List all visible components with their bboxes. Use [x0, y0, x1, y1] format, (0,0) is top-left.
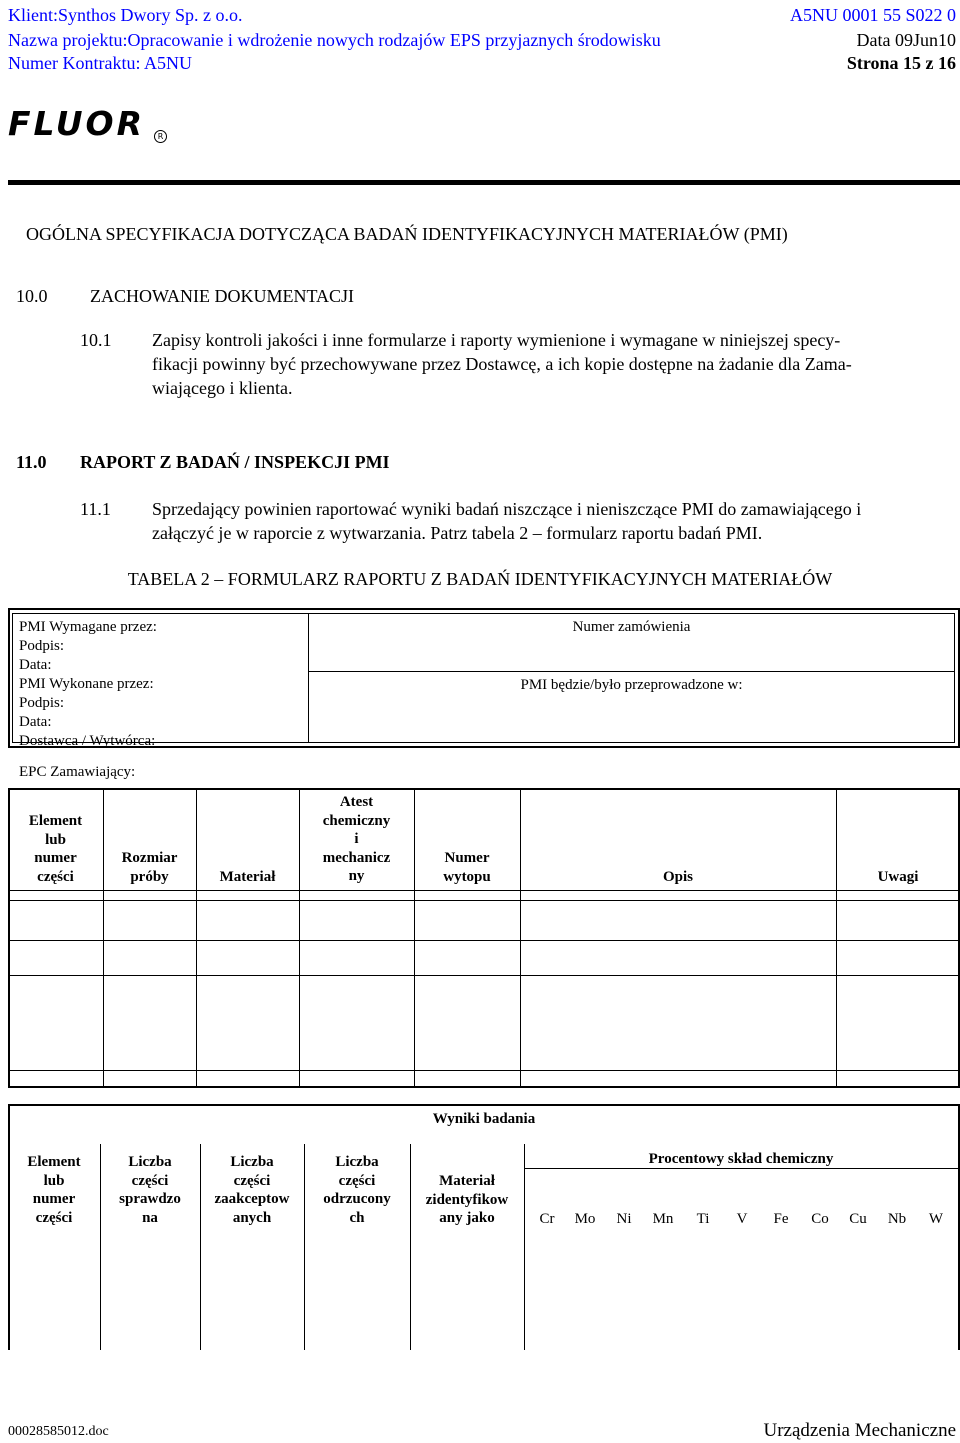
- text-line: fikacji powinny być przechowywane przez Dostawcę, a ich kopie dostępne na żadanie dla Zama-: [152, 354, 852, 374]
- form-label: Data:: [19, 657, 52, 673]
- section-11-heading: RAPORT Z BADAŃ / INSPEKCJI PMI: [80, 452, 390, 472]
- element-v: V: [736, 1211, 748, 1227]
- document-number: A5NU 0001 55 S022 0: [789, 5, 956, 25]
- col-header-heat-number: Numer wytopu: [443, 850, 491, 885]
- registered-mark-icon: R: [154, 130, 167, 143]
- section-11-number: 11.0: [16, 452, 47, 472]
- element-nb: Nb: [887, 1211, 907, 1227]
- item-10-1-text: [152, 328, 958, 400]
- col-divider: [836, 788, 837, 1088]
- col-divider: [414, 788, 415, 1088]
- results-title: Wyniki badania: [432, 1111, 536, 1127]
- page-number: Strona 15 z 16: [846, 53, 956, 73]
- item-10-1-number: 10.1: [80, 330, 112, 350]
- text-line: Sprzedający powinien raportować wyniki badań niszczące i nieniszczące PMI do zamawiającego i: [152, 499, 862, 519]
- element-cu: Cu: [849, 1211, 867, 1227]
- form-label: Podpis:: [19, 695, 65, 711]
- form-label: Podpis:: [19, 638, 65, 654]
- row-divider: [8, 900, 960, 901]
- header-divider: [8, 180, 960, 185]
- col-header-description: Opis: [662, 869, 693, 885]
- header-row-1: [8, 5, 960, 25]
- results-col-rejected: Liczba części odrzucony ch: [323, 1154, 391, 1226]
- row-divider: [8, 1070, 960, 1071]
- col-header-part-number: Element lub numer części: [28, 813, 83, 885]
- col-divider: [103, 788, 104, 1088]
- footer-file-name: 00028585012.doc: [8, 1424, 109, 1439]
- fluor-logo: FLUOR: [8, 104, 146, 143]
- results-col-checked: Liczba części sprawdzo na: [119, 1154, 181, 1226]
- element-cr: Cr: [539, 1211, 555, 1227]
- element-co: Co: [811, 1211, 829, 1227]
- text-line: załączyć je w raporcie z wytwarzania. Patrz tabela 2 – formularz raportu badań PMI.: [152, 523, 763, 543]
- client-name: Klient:Synthos Dwory Sp. z o.o.: [8, 5, 243, 25]
- row-divider: [8, 940, 960, 941]
- form-label: PMI Wymagane przez:: [19, 619, 157, 635]
- form-label: Data:: [19, 714, 52, 730]
- table-title: TABELA 2 – FORMULARZ RAPORTU Z BADAŃ IDENTYFIKACYJNYCH MATERIAŁÓW: [127, 569, 833, 589]
- epc-label: EPC Zamawiający:: [19, 764, 136, 780]
- pmi-location-label: PMI będzie/było przeprowadzone w:: [520, 677, 743, 693]
- item-11-1-text: [152, 497, 958, 545]
- element-mn: Mn: [652, 1211, 674, 1227]
- project-name: Nazwa projektu:Opracowanie i wdrożenie nowych rodzajów EPS przyjaznych środowisku: [8, 30, 661, 50]
- results-col-accepted: Liczba części zaakceptow anych: [214, 1154, 290, 1226]
- section-10-number: 10.0: [16, 286, 48, 306]
- section-10-heading: ZACHOWANIE DOKUMENTACJI: [90, 286, 355, 306]
- order-number-label: Numer zamówienia: [572, 619, 691, 635]
- col-header-certificate: Atest chemiczny i mechanicz ny: [322, 794, 391, 884]
- item-11-1-number: 11.1: [80, 499, 111, 519]
- form-header-hdivider: [308, 671, 955, 672]
- text-line: wiającego i klienta.: [152, 378, 293, 398]
- items-table: [8, 788, 960, 1088]
- header-row-3: [8, 53, 960, 73]
- results-col-part-number: Element lub numer części: [27, 1154, 81, 1226]
- element-w: W: [928, 1211, 944, 1227]
- results-col-identified: Materiał zidentyfikow any jako: [425, 1173, 509, 1226]
- col-header-material: Materiał: [219, 869, 276, 885]
- row-divider: [8, 975, 960, 976]
- col-divider: [520, 788, 521, 1088]
- element-fe: Fe: [773, 1211, 789, 1227]
- form-left-labels: [19, 618, 157, 751]
- document-date: Data 09Jun10: [856, 30, 956, 50]
- document-title: OGÓLNA SPECYFIKACJA DOTYCZĄCA BADAŃ IDENTYFIKACYJNYCH MATERIAŁÓW (PMI): [26, 224, 788, 244]
- form-label: PMI Wykonane przez:: [19, 676, 154, 692]
- element-ni: Ni: [616, 1211, 632, 1227]
- form-label: Dostawca / Wytwórca:: [19, 733, 156, 749]
- element-mo: Mo: [574, 1211, 596, 1227]
- composition-title: Procentowy skład chemiczny: [648, 1151, 834, 1167]
- header-row-2: [8, 30, 960, 50]
- col-header-sample-size: Rozmiar próby: [121, 850, 178, 885]
- text-line: Zapisy kontroli jakości i inne formularze i raporty wymienione i wymagane w niniejszej specy-: [152, 330, 841, 350]
- footer-category: Urządzenia Mechaniczne: [763, 1420, 956, 1441]
- col-divider: [524, 1144, 525, 1350]
- contract-number: Numer Kontraktu: A5NU: [8, 53, 192, 73]
- col-header-remarks: Uwagi: [877, 869, 919, 885]
- items-header-divider: [8, 890, 960, 891]
- element-ti: Ti: [696, 1211, 710, 1227]
- col-divider: [196, 788, 197, 1088]
